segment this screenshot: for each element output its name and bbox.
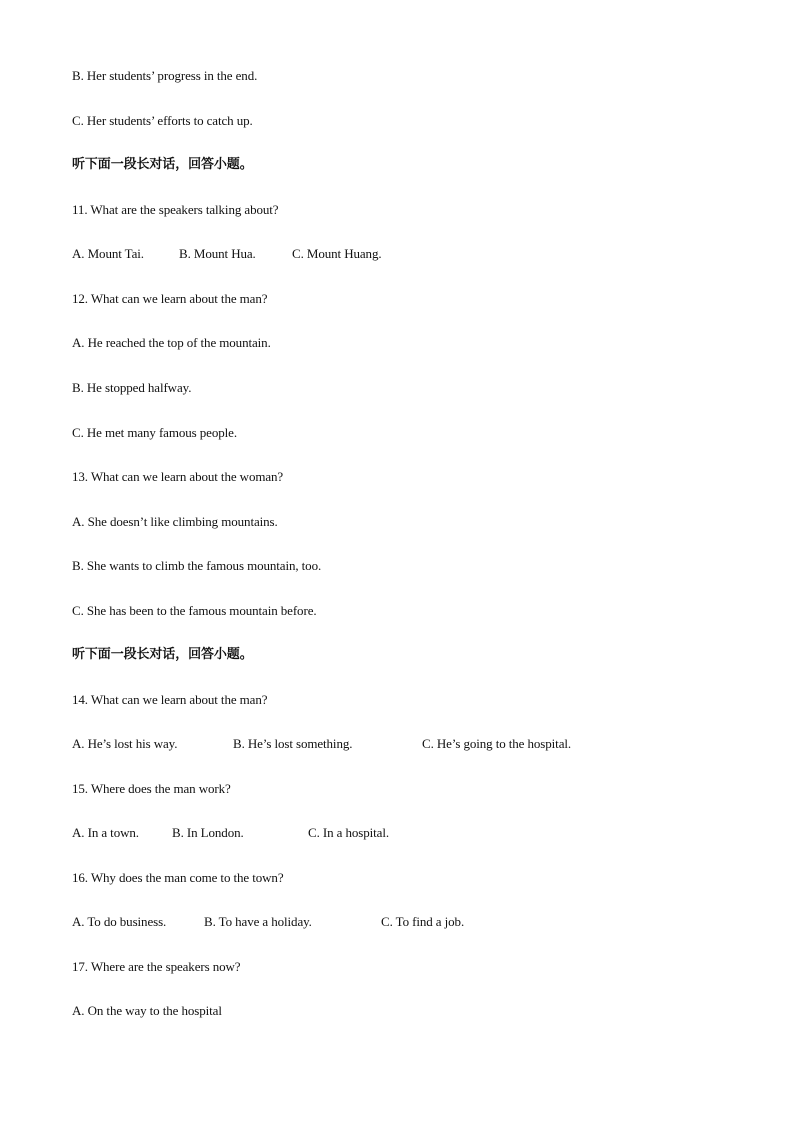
- option-b: B. In London.: [172, 825, 244, 840]
- section-instruction: 听下面一段长对话，回答小题。: [72, 157, 253, 172]
- option-b: B. Mount Hua.: [179, 246, 256, 261]
- question-12: 12. What can we learn about the man?: [72, 291, 268, 306]
- question-17: 17. Where are the speakers now?: [72, 959, 241, 974]
- option-b: B. To have a holiday.: [204, 914, 312, 929]
- question-15: 15. Where does the man work?: [72, 781, 231, 796]
- answer-option-line: C. Her students’ efforts to catch up.: [72, 113, 253, 128]
- option-a: A. He’s lost his way.: [72, 736, 178, 751]
- question-14: 14. What can we learn about the man?: [72, 692, 268, 707]
- question-13: 13. What can we learn about the woman?: [72, 469, 284, 484]
- answer-option-line: B. Her students’ progress in the end.: [72, 68, 258, 83]
- option-a: A. In a town.: [72, 825, 139, 840]
- section-instruction: 听下面一段长对话，回答小题。: [72, 647, 253, 662]
- answer-option-line: A. He reached the top of the mountain.: [72, 335, 271, 350]
- option-c: C. He’s going to the hospital.: [422, 736, 572, 751]
- answer-option-line: C. He met many famous people.: [72, 425, 237, 440]
- question-11: 11. What are the speakers talking about?: [72, 202, 279, 217]
- option-a: A. Mount Tai.: [72, 246, 144, 261]
- option-c: C. In a hospital.: [308, 825, 389, 840]
- answer-option-line: B. She wants to climb the famous mountain, too.: [72, 558, 322, 573]
- answer-option-line: C. She has been to the famous mountain before.: [72, 603, 317, 618]
- option-b: B. He’s lost something.: [233, 736, 353, 751]
- question-16: 16. Why does the man come to the town?: [72, 870, 284, 885]
- answer-option-line: B. He stopped halfway.: [72, 380, 192, 395]
- option-c: C. Mount Huang.: [292, 246, 382, 261]
- answer-option-line: A. On the way to the hospital: [72, 1003, 222, 1018]
- option-c: C. To find a job.: [381, 914, 465, 929]
- option-a: A. To do business.: [72, 914, 167, 929]
- answer-option-line: A. She doesn’t like climbing mountains.: [72, 514, 278, 529]
